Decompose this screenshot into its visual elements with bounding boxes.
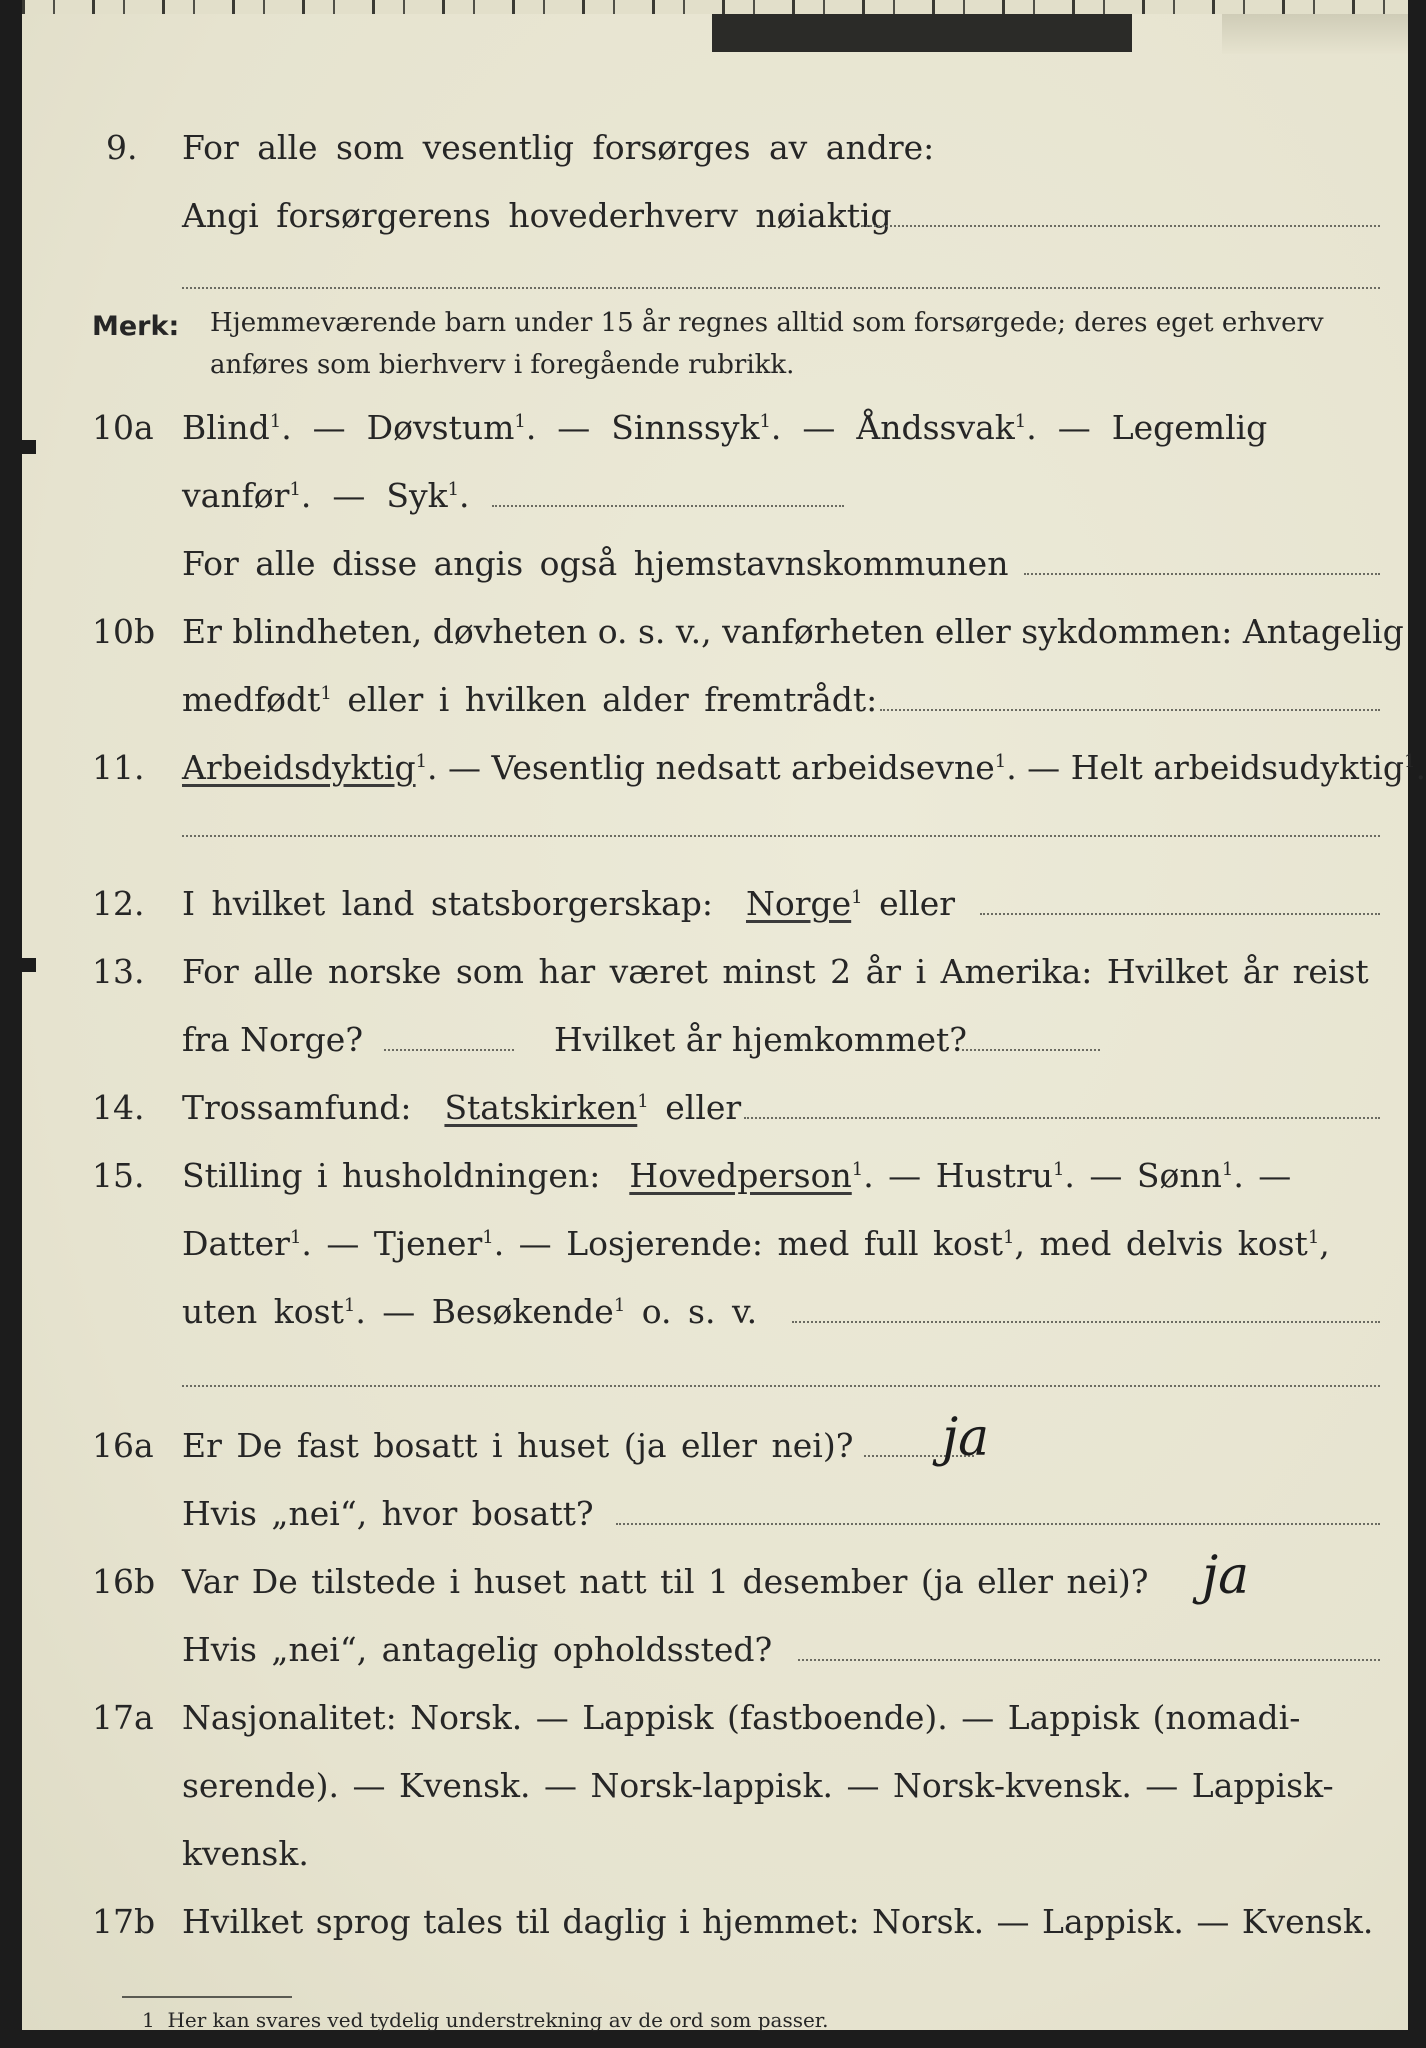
q13-reist-field[interactable] (384, 1049, 514, 1051)
q11-line1: Arbeidsdyktig$^1$. — Vesentlig nedsatt arbeidsevne$^1$. — Helt arbeidsudyktig$^1$. (182, 748, 1426, 787)
q10a-answer-field[interactable] (492, 505, 844, 507)
q12-norge[interactable]: Norge (746, 884, 852, 923)
q15-answer-field[interactable] (792, 1321, 1380, 1323)
q14-line1: Trossamfund: Statskirken$^1$ eller (182, 1088, 742, 1127)
q16a-bosatt-field[interactable] (616, 1523, 1380, 1525)
q10a-syk[interactable]: Syk (386, 476, 448, 515)
q12-answer-field[interactable] (980, 913, 1380, 915)
q17b-line1[interactable]: Hvilket sprog tales til daglig i hjemmet: Norsk. — Lappisk. — Kvensk. (182, 1902, 1374, 1941)
q15-sonn[interactable]: Sønn (1136, 1156, 1222, 1195)
q13-line2b: Hvilket år hjemkommet? (554, 1020, 967, 1059)
q10a-line3: For alle disse angis også hjemstavnskommunen (182, 544, 1009, 583)
footnote (142, 2008, 829, 2032)
q15-losjerende[interactable]: Losjerende: med full kost (566, 1224, 1004, 1263)
footnote-rule (122, 1996, 292, 1998)
q12-text: I hvilket land statsborgerskap: (182, 884, 714, 923)
q10a-dovstum[interactable]: Døvstum (366, 408, 515, 447)
q15-besokende[interactable]: Besøkende (431, 1292, 614, 1331)
q17a-number: 17a (92, 1698, 154, 1737)
q13-line2a: fra Norge? (182, 1020, 364, 1059)
q10a-hjemstavn-field[interactable] (1024, 573, 1380, 575)
q10b-line1: Er blindheten, døvheten o. s. v., vanførheten eller sykdommen: Antagelig (182, 612, 1404, 651)
q15-label: Stilling i husholdningen: (182, 1156, 601, 1195)
q15-datter[interactable]: Datter (182, 1224, 290, 1263)
q15-hustru[interactable]: Hustru (935, 1156, 1053, 1195)
scan-tick-mark-2 (22, 958, 36, 972)
q13-line1: For alle norske som har været minst 2 år i Amerika: Hvilket år reist (182, 952, 1369, 991)
q15-hovedperson[interactable]: Hovedperson (629, 1156, 852, 1195)
q11-answer-field[interactable] (182, 835, 1380, 837)
q15-uten[interactable]: uten kost (182, 1292, 344, 1331)
q10a-blind[interactable]: Blind (182, 408, 270, 447)
q10a-line1: Blind$^1$. — Døvstum$^1$. — Sinnssyk$^1$. — Åndssvak$^1$. — Legemlig (182, 408, 1268, 447)
q12-eller: eller (879, 884, 956, 923)
q15-number: 15. (92, 1156, 145, 1195)
q15-answer-field-2[interactable] (182, 1385, 1380, 1387)
q16b-opholdssted-field[interactable] (798, 1659, 1380, 1661)
q15-line2: Datter$^1$. — Tjener$^1$. — Losjerende: med full kost$^1$, med delvis kost$^1$, (182, 1224, 1330, 1263)
q11-number: 11. (92, 748, 145, 787)
q16a-number: 16a (92, 1426, 154, 1465)
q14-eller: eller (665, 1088, 742, 1127)
q13-number: 13. (92, 952, 145, 991)
scan-tick-mark (22, 440, 36, 454)
q11-udyktig[interactable]: Helt arbeidsudyktig (1070, 748, 1404, 787)
q14-statskirken[interactable]: Statskirken (444, 1088, 638, 1127)
q15-line1: Stilling i husholdningen: Hovedperson$^1$. — Hustru$^1$. — Sønn$^1$. — (182, 1156, 1292, 1195)
q15-delvis[interactable]: med delvis kost (1039, 1224, 1308, 1263)
q11-arbeidsdyktig[interactable]: Arbeidsdyktig (182, 748, 416, 787)
merk-label: Merk: (92, 311, 180, 342)
q10a-andssvak[interactable]: Åndssvak (856, 408, 1015, 447)
q9-answer-field-2[interactable] (182, 287, 1380, 289)
q16a-handwritten-answer: ja (942, 1408, 990, 1468)
q17a-line3[interactable]: kvensk. (182, 1834, 309, 1873)
merk-line2: anføres som bierhverv i foregående rubrikk. (210, 350, 795, 380)
merk-line1: Hjemmeværende barn under 15 år regnes alltid som forsørgede; deres eget erhverv (210, 308, 1324, 338)
q16b-handwritten-answer: ja (1202, 1546, 1250, 1606)
q9-line2: Angi forsørgerens hovederhverv nøiaktig (182, 196, 892, 235)
q15-osv: o. s. v. (641, 1292, 758, 1331)
q9-number: 9. (106, 128, 138, 167)
q10a-vanfor[interactable]: vanfør (182, 476, 290, 515)
q10a-line2: vanfør$^1$. — Syk$^1$. (182, 476, 470, 515)
q17a-line2[interactable]: serende). — Kvensk. — Norsk-lappisk. — Norsk-kvensk. — Lappisk- (182, 1766, 1334, 1805)
q9-line1: For alle som vesentlig forsørges av andre: (182, 128, 935, 167)
q10b-line2-text: eller i hvilken alder fremtrådt: (347, 680, 878, 719)
q15-line3: uten kost$^1$. — Besøkende$^1$ o. s. v. (182, 1292, 758, 1331)
q16b-line2: Hvis „nei“, antagelig opholdssted? (182, 1630, 773, 1669)
q10a-sinnssyk[interactable]: Sinnssyk (611, 408, 760, 447)
footnote-text: Her kan svares ved tydelig understrekning av de ord som passer. (167, 2008, 829, 2032)
q10a-number: 10a (92, 408, 154, 447)
q10b-medfodt[interactable]: medfødt (182, 680, 321, 719)
q12-number: 12. (92, 884, 145, 923)
q17b-number: 17b (92, 1902, 156, 1941)
q12-line1: I hvilket land statsborgerskap: Norge$^1$ eller (182, 884, 956, 923)
footnote-mark: 1 (142, 2008, 155, 2032)
q16b-number: 16b (92, 1562, 156, 1601)
q16a-line1: Er De fast bosatt i huset (ja eller nei)? (182, 1426, 854, 1465)
q15-tjener[interactable]: Tjener (373, 1224, 483, 1263)
census-form-page (22, 0, 1426, 2032)
q9-answer-field[interactable] (862, 225, 1380, 227)
scan-dark-strip (712, 14, 1132, 52)
q17a-line1[interactable]: Nasjonalitet: Norsk. — Lappisk (fastboende). — Lappisk (nomadi- (182, 1698, 1301, 1737)
q14-text: Trossamfund: (182, 1088, 412, 1127)
q10b-line2: medfødt$^1$ eller i hvilken alder fremtrådt: (182, 680, 878, 719)
q10b-number: 10b (92, 612, 156, 651)
q16a-line2: Hvis „nei“, hvor bosatt? (182, 1494, 594, 1533)
q14-number: 14. (92, 1088, 145, 1127)
q11-nedsatt[interactable]: Vesentlig nedsatt arbeidsevne (491, 748, 995, 787)
q10b-answer-field[interactable] (880, 709, 1380, 711)
paper-torn-edge (1222, 14, 1408, 54)
q13-hjemkommet-field[interactable] (962, 1049, 1100, 1051)
q10a-legemlig[interactable]: Legemlig (1111, 408, 1268, 447)
q16b-line1: Var De tilstede i huset natt til 1 desember (ja eller nei)? (182, 1562, 1149, 1601)
q14-answer-field[interactable] (744, 1117, 1380, 1119)
scan-top-edge (22, 0, 1408, 14)
